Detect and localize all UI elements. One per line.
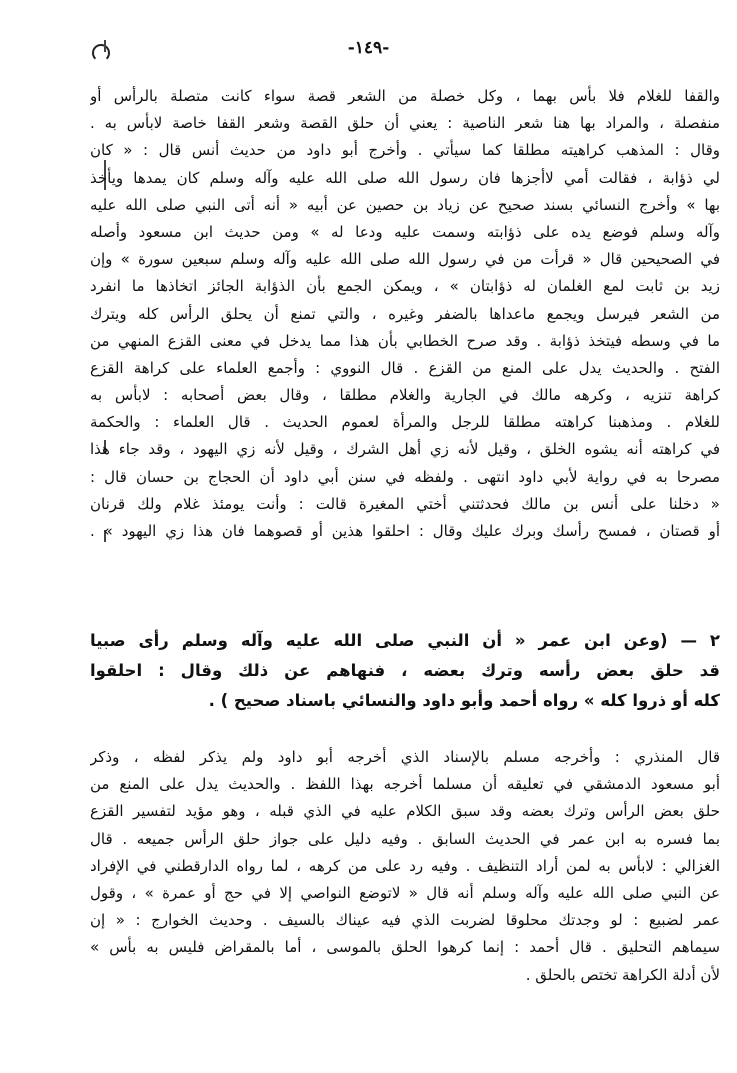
- text-line: في كراهته أنه يشوه الخلق ، وقيل لأنه زي أهل الشرك ، وقيل لأنه زي اليهود ، وقد جاء هذا: [90, 440, 720, 459]
- text-line: لأن أدلة الكراهة تختص بالحلق .: [525, 965, 720, 984]
- text-line: في الصحيحين قال « قرأت من في رسول الله صلى الله عليه وآله وسلم سبعين سورة » وإن: [90, 250, 720, 269]
- text-line: ما في وسطه فيتخذ ذؤابة . وقد صرح الخطابي بأن هذا مما يدخل في معنى القزع المنهي من: [90, 331, 720, 350]
- margin-tick: [104, 40, 106, 52]
- text-line: للغلام . ومذهبنا كراهته مطلقا للرجل والمرأة لعموم الحديث . قال العلماء : والحكمة: [90, 413, 720, 432]
- text-line: عن النبي صلى الله عليه وآله وسلم أنه قال « لاتوضع النواصي إلا في حج أو عمرة » ، وقول: [90, 883, 720, 902]
- text-line: كراهة تنزيه ، وكرهه مالك في الجارية والغلام مطلقا ، وقال بعض أصحابه : لابأس به: [90, 386, 720, 405]
- text-line: عمر لضبيع : لو وجدتك محلوقا لضربت الذي فيه عيناك بالسيف . وحديث الخوارج : « إن: [90, 911, 720, 930]
- hadith-line: ٢ — (وعن ابن عمر « أن النبي صلى الله عليه وآله وسلم رأى صبيا: [90, 631, 720, 650]
- text-line: بها » وأخرج النسائي بسند صحيح عن زياد بن حصين عن أبيه « أنه أتى النبي صلى الله عليه: [90, 195, 720, 214]
- text-line: لي ذؤابة ، فقالت أمي لاأجزها فان رسول الله صلى الله عليه وآله وسلم كان يمدها ويأخذ: [90, 168, 720, 187]
- commentary-top: [90, 83, 720, 545]
- text-line: مصرحا به في رواية لأبي داود انتهى . ولفظه في سنن أبي داود أن الحجاج بن حسان قال :: [90, 467, 720, 486]
- text-line: من الشعر فيرسل ويجمع ماعداها بالضفر وغيره ، والتي تمنع أن يحلق الرأس كله ويترك: [90, 304, 720, 323]
- text-line: والقفا للغلام فلا بأس بهما ، وكل خصلة من الشعر قصة سواء كانت متصلة بالرأس أو: [90, 87, 720, 105]
- text-line: قال المنذري : وأخرجه مسلم بالإسناد الذي أخرجه أبو داود ولم يذكر لفظه ، وذكر: [90, 748, 720, 766]
- text-line: بما فسره به ابن عمر في الحديث السابق . وفيه دليل على جواز حلق الرأس جميعه . قال: [90, 829, 720, 848]
- page-header: [0, 36, 737, 66]
- hadith-text: [90, 626, 720, 716]
- text-line: حلق بعض الرأس وترك بعضه وقد سبق الكلام عليه في الذي قبله ، وهو مؤيد لتفسير القزع: [90, 802, 720, 821]
- commentary-bottom: [90, 744, 720, 989]
- text-line: أو قصتان ، فمسح رأسك وبرك عليك وقال : احلقوا هذين أو قصوهما فان هذا زي اليهود » .: [90, 522, 720, 540]
- text-line: وقال : المذهب كراهيته مطلقا كما سيأتي . وأخرج أبو داود من حديث أنس قال : « كان: [90, 141, 720, 160]
- text-line: وآله وسلم فوضع يده على ذؤابته وسمت عليه ودعا له » ومن حديث ابن مسعود وأصله: [90, 222, 720, 241]
- text-line: منفصلة ، والمراد بها هنا شعر الناصية : يعني أن حلق القصة وشعر القفا خاصة لابأس به .: [90, 114, 720, 133]
- hadith-line: قد حلق بعض رأسه وترك بعضه ، فنهاهم عن ذلك وقال : احلقوا: [90, 661, 720, 680]
- text-line: زيد بن ثابت لمع الغلمان له ذؤابتان » ، ويمكن الجمع بأن الذؤابة الجائز اتخاذها ما انفرد: [90, 277, 720, 296]
- page-number: -١٤٩-: [347, 38, 390, 58]
- text-line: « دخلنا على أنس بن مالك فحدثتني أختي المغيرة قالت : وأنت يومئذ غلام ولك قرنان: [90, 494, 720, 513]
- hadith-line: كله أو ذروا كله » رواه أحمد وأبو داود والنسائي باسناد صحيح ) .: [208, 691, 720, 710]
- text-line: سيماهم التحليق . قال أحمد : إنما كرهوا الحلق بالموسى ، أما بالمقراض فليس به بأس »: [90, 938, 720, 957]
- text-line: الغزالي : لابأس به لمن أراد التنظيف . وفيه رد على من كرهه ، لما رواه الدارقطني في الإفراد: [90, 856, 720, 875]
- text-line: الفتح . والحديث يدل على المنع من القزع . قال النووي : وأجمع العلماء على كراهة القزع: [90, 358, 720, 377]
- text-line: أبو مسعود الدمشقي في تعليقه أن مسلما أخرجه بهذا اللفظ . والحديث يدل على المنع من: [90, 775, 720, 794]
